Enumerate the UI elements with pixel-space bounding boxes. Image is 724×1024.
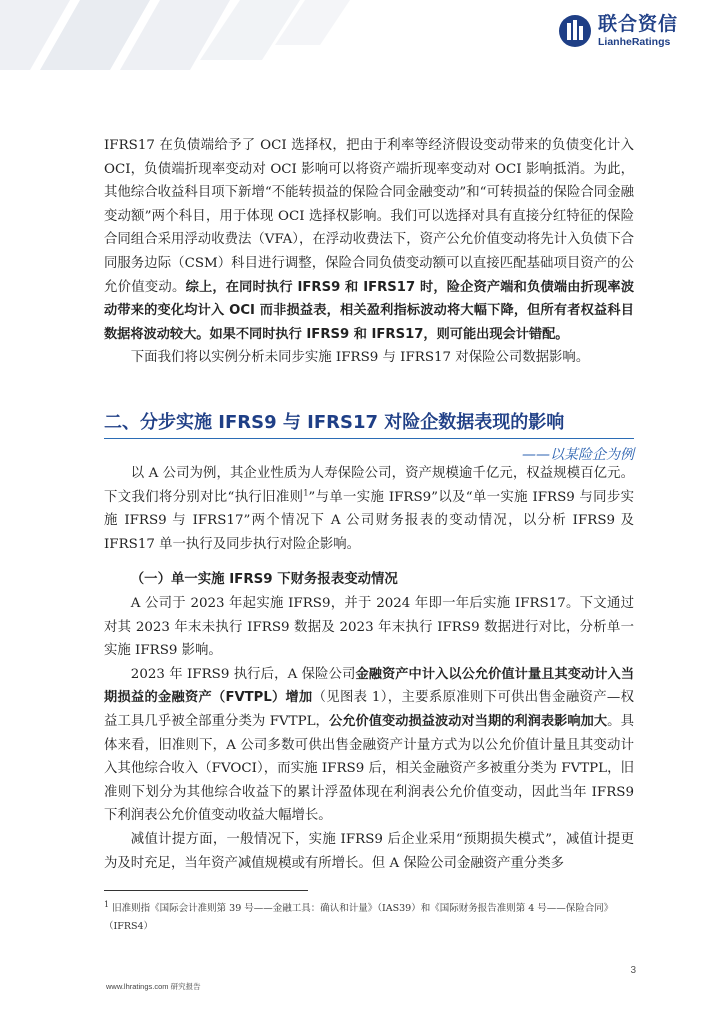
page-number: 3 — [630, 965, 636, 976]
brand-name-cn: 联合资信 — [597, 12, 678, 35]
paragraph-text: 2023 年 IFRS9 执行后，A 保险公司 — [130, 666, 356, 682]
emphasis-text: 公允价值变动损益波动对当期的利润表影响加大 — [329, 713, 608, 729]
footnote-divider — [104, 890, 308, 891]
footnote-text: 旧准则指《国际会计准则第 39 号——金融工具：确认和计量》（IAS39）和《国际财务报告准则第 4 号——保险合同》（IFRS4） — [104, 903, 614, 932]
emphasis-text: 综上，在同时执行 IFRS9 和 IFRS17 时，险企资产端和负债端由折现率波动带来的变化均计入 OCI 而非损益表，相关盈利指标波动将大幅下降，但所有者权益科目数据将波动较大。如果不同时执行 IFRS9 和 IFRS17，则可能出现会计错配。 — [104, 279, 635, 342]
emphasis-text: 金融资产中计入以公允价值计量且其变动计入当期损益的金融资产（FVTPL）增加 — [104, 666, 635, 706]
paragraph-intro-example: 下面我们将以实例分析未同步实施 IFRS9 与 IFRS17 对保险公司数据影响。 — [130, 350, 590, 366]
body-top — [104, 134, 634, 370]
paragraph-company-a — [104, 462, 634, 556]
paragraph-text: 。具体来看，旧准则下，A 公司多数可供出售金融资产计量方式为以公允价值计量且其变动计入其他综合收入（FVOCI），而实施 IFRS9 后，相关金融资产多被重分类为 FVTPL，旧准则下划分为其他综合收益下的累计浮盈体现在利润表公允价值变动，因此当年 IFRS9 下利润表公允价值变动收益大幅增长。 — [104, 713, 634, 824]
section-title: 二、分步实施 IFRS9 与 IFRS17 对险企数据表现的影响 — [104, 408, 634, 439]
footer-text: www.lhratings.com 研究报告 — [106, 982, 201, 991]
sub-heading: （一）单一实施 IFRS9 下财务报表变动情况 — [130, 572, 398, 588]
body-bottom — [104, 462, 634, 875]
paragraph-timeline: A 公司于 2023 年起实施 IFRS9，并于 2024 年即一年后实施 IFRS17。下文通过对其 2023 年末未执行 IFRS9 数据及 2023 年末执行 IFRS9 数据进行对比，分析单一实施 IFRS9 影响。 — [104, 595, 634, 659]
footnote-ref: 1 — [303, 488, 309, 498]
footnote — [104, 900, 634, 936]
footnote-marker: 1 — [104, 899, 110, 909]
paragraph-text: ”与单一实施 IFRS9”以及“单一实施 IFRS9 与同步实施 IFRS9 与 IFRS17”两个情况下 A 公司财务报表的变动情况，以分析 IFRS9 及 IFRS17 单一执行及同步执行对险企影响。 — [104, 489, 634, 552]
paragraph-oci — [104, 134, 634, 346]
lianhe-logo-icon — [558, 14, 592, 48]
header-decoration — [0, 0, 380, 70]
brand-name-en: LianheRatings — [597, 35, 671, 48]
paragraph-text: IFRS17 在负债端给予了 OCI 选择权，把由于利率等经济假设变动带来的负债变化计入 OCI，负债端折现率变动对 OCI 影响可以将资产端折现率变动对 OCI 影响抵消。为此，其他综合收益科目项下新增“不能转损益的保险合同金融变动”和“可转损益的保险合同金融变动额”两个科目，用于体现 OCI 选择权影响。我们可以选择对具有直接分红特征的保险合同组合采用浮动收费法（VFA），在浮动收费法下，资产公允价值变动将先计入负债下合同服务边际（CSM）科目进行调整，保险合同负债变动额可以直接匹配基础项目资产的公允价值变动。 — [104, 138, 634, 295]
paragraph-text: 以 A 公司为例，其企业性质为人寿保险公司，资产规模逾千亿元，权益规模百亿元。下文我们将分别对比“执行旧准则 — [104, 466, 634, 505]
paragraph-text: （见图表 1），主要系原准则下可供出售金融资产—权益工具几乎被全部重分类为 FVTPL， — [104, 690, 635, 729]
brand-logo — [558, 14, 678, 48]
paragraph-fvtpl — [104, 663, 634, 828]
paragraph-impairment: 减值计提方面，一般情况下，实施 IFRS9 后企业采用“预期损失模式”，减值计提更为及时充足，当年资产减值规模或有所增长。但 A 保险公司金融资产重分类多 — [104, 831, 634, 871]
section-subtitle: ——以某险企为例 — [522, 447, 634, 463]
